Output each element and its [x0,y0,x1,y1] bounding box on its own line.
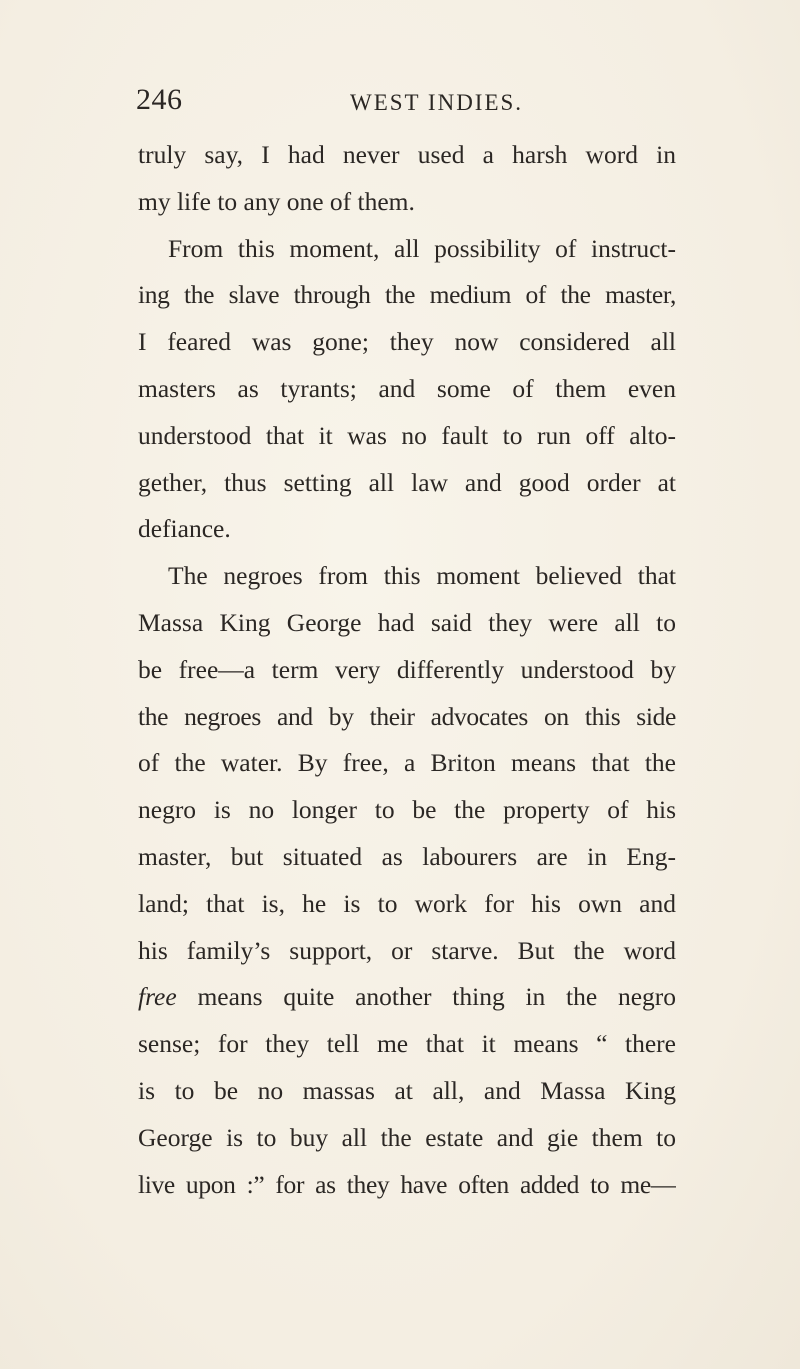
text-line: defiance. [138,514,231,544]
text-line: gether, thus setting all law and good order at [138,467,676,497]
text-line: From this moment, all possibility of instruct- [168,233,676,263]
running-title: WEST INDIES. [350,90,524,115]
text-line: George is to buy all the estate and gie them to [138,1122,676,1152]
page-number: 246 [136,83,183,116]
text-run: means quite another thing in the negro [176,982,676,1012]
text-line: negro is no longer to be the property of his [138,795,676,825]
text-line: live upon :” for as they have often added to me— [138,1169,676,1199]
text-line: the negroes and by their advocates on this side [138,701,676,731]
text-line: I feared was gone; they now considered all [138,327,676,357]
text-line: my life to any one of them. [138,186,415,216]
text-line [138,974,676,1021]
text-line: truly say, I had never used a harsh word in [138,140,676,169]
text-line: sense; for they tell me that it means “ there [138,1029,676,1059]
text-line: his family’s support, or starve. But the word [138,935,676,965]
text-line: of the water. By free, a Briton means that the [138,748,676,778]
body-text [138,132,676,1208]
text-line: be free—a term very differently understood by [138,654,676,684]
text-line: ing the slave through the medium of the master, [138,280,676,310]
text-line: land; that is, he is to work for his own and [138,888,676,918]
italic-word: free [138,982,177,1012]
text-line: understood that it was no fault to run off alto- [138,420,676,450]
text-line: is to be no massas at all, and Massa King [138,1075,676,1105]
text-line: Massa King George had said they were all to [138,607,676,637]
text-line: master, but situated as labourers are in Eng- [138,841,676,871]
text-line: The negroes from this moment believed that [168,561,676,591]
running-head [0,80,800,120]
text-line: masters as tyrants; and some of them even [138,373,676,403]
